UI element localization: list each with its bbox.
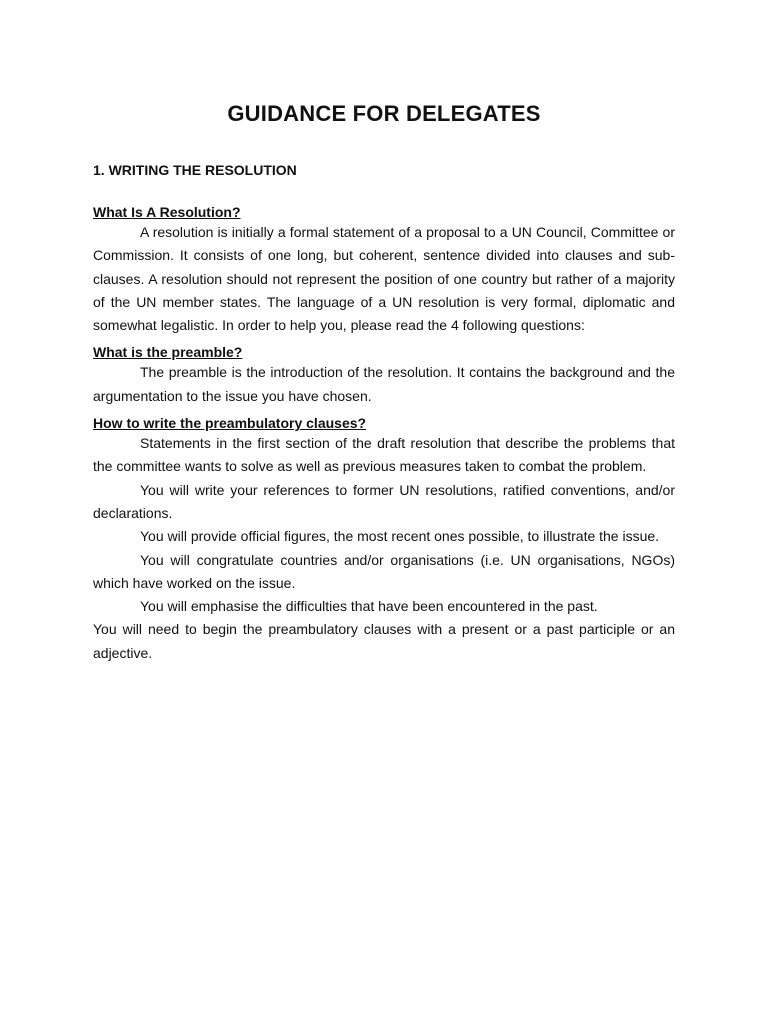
- paragraph-references: You will write your references to former UN resolutions, ratified conventions, and/or declarations.: [93, 481, 675, 521]
- paragraph-resolution: A resolution is initially a formal statement of a proposal to a UN Council, Committee or Commission. It consists of one long, but coherent, sentence divided into clauses and sub-clauses. A resolution should not represent the position of one country but rather of a majority of the UN member states. The language of a UN resolution is very formal, diplomatic and somewhat legalistic. In order to help you, please read the 4 following questions:: [93, 224, 675, 334]
- paragraph-figures: You will provide official figures, the most recent ones possible, to illustrate the issue.: [140, 528, 660, 545]
- section-heading: 1. WRITING THE RESOLUTION: [93, 162, 297, 178]
- subheading-resolution: What Is A Resolution?: [93, 204, 241, 220]
- paragraph-participles: You will need to begin the preambulatory clauses with a present or a past participle or an adjective.: [93, 621, 675, 661]
- paragraph-preamble: The preamble is the introduction of the resolution. It contains the background and the argumentation to the issue you have chosen.: [93, 364, 675, 404]
- paragraph-difficulties: You will emphasise the difficulties that have been encountered in the past.: [140, 598, 598, 615]
- document-body: [93, 203, 675, 665]
- subheading-preambulatory-clauses: How to write the preambulatory clauses?: [93, 415, 367, 432]
- paragraph-congratulate: You will congratulate countries and/or organisations (i.e. UN organisations, NGOs) which have worked on the issue.: [93, 551, 675, 591]
- subheading-preamble: What is the preamble?: [93, 344, 243, 361]
- paragraph-statements: Statements in the first section of the draft resolution that describe the problems that the committee wants to solve as well as previous measures taken to combat the problem.: [93, 435, 675, 475]
- document-title: GUIDANCE FOR DELEGATES: [227, 101, 541, 126]
